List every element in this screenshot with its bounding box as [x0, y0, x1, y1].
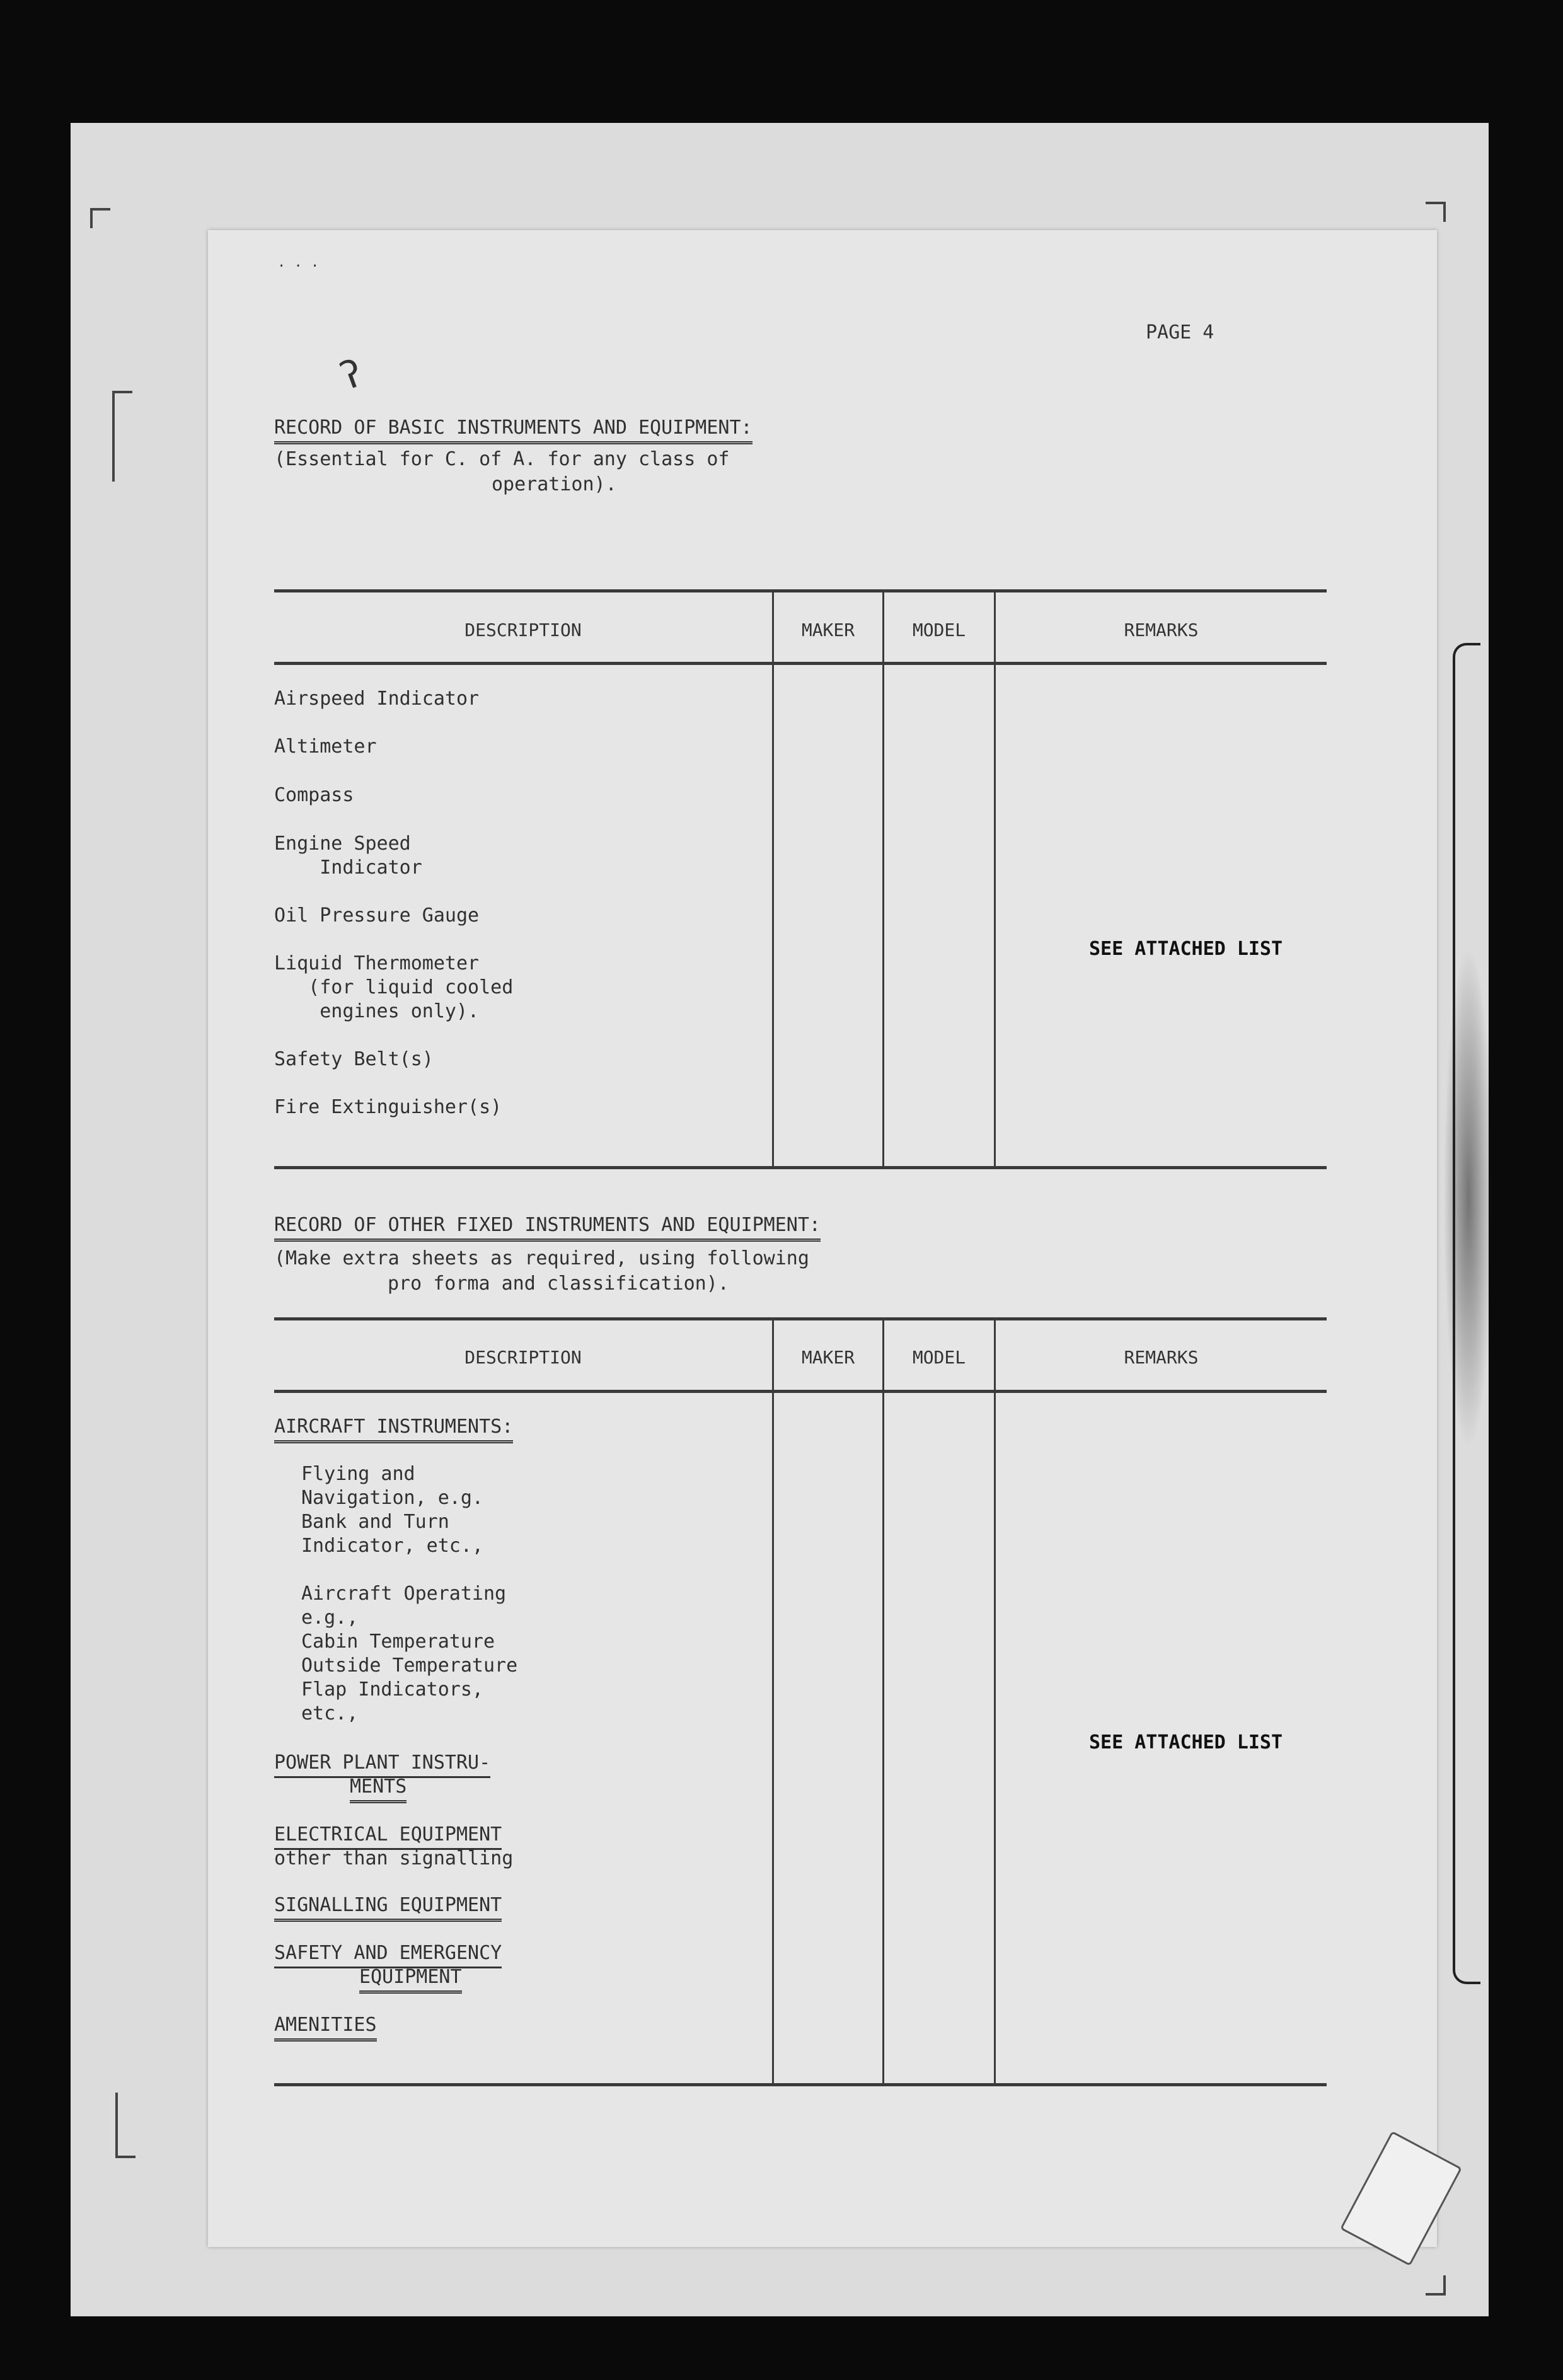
- item-safety-belts: Safety Belt(s): [274, 1048, 434, 1070]
- safety-heading-line1: SAFETY AND EMERGENCY: [274, 1941, 502, 1968]
- item-fire-extinguishers: Fire Extinguisher(s): [274, 1096, 502, 1118]
- item-liquid-thermometer-note1: (for liquid cooled: [274, 976, 514, 998]
- crop-mark-top-right: [1426, 202, 1446, 222]
- table1-header-rule: [274, 662, 1327, 665]
- item-liquid-thermometer: Liquid Thermometer: [274, 952, 480, 974]
- table1-remarks-see-attached: SEE ATTACHED LIST: [1089, 938, 1283, 960]
- operating-line-5: Flap Indicators,: [301, 1678, 483, 1701]
- handwritten-mark: ʔ: [333, 350, 371, 400]
- operating-line-6: etc.,: [301, 1702, 359, 1724]
- item-altimeter: Altimeter: [274, 736, 377, 758]
- table1-header-model: MODEL: [912, 620, 966, 640]
- operating-line-2: e.g.,: [301, 1607, 359, 1629]
- speck-marks: · · ·: [277, 258, 320, 274]
- table2-top-rule: [274, 1317, 1327, 1320]
- item-liquid-thermometer-note2: engines only).: [274, 1000, 480, 1022]
- table2-col-divider-2: [882, 1317, 884, 2083]
- section1-title: RECORD OF BASIC INSTRUMENTS AND EQUIPMENT:: [274, 416, 753, 444]
- power-plant-heading-line1: POWER PLANT INSTRU-: [274, 1751, 490, 1778]
- crop-mark-left: [112, 391, 132, 482]
- signalling-heading: SIGNALLING EQUIPMENT: [274, 1893, 502, 1922]
- section2-subtitle-line2: pro forma and classification).: [388, 1273, 729, 1295]
- table2-header-maker: MAKER: [801, 1347, 855, 1368]
- table2-bottom-rule: [274, 2083, 1327, 2086]
- item-oil-pressure-gauge: Oil Pressure Gauge: [274, 904, 480, 927]
- section2-title: RECORD OF OTHER FIXED INSTRUMENTS AND EQUIPMENT:: [274, 1213, 821, 1242]
- item-compass: Compass: [274, 784, 354, 806]
- crop-mark-bottom-left: [115, 2093, 136, 2158]
- power-plant-heading-line2: MENTS: [350, 1775, 407, 1803]
- table2-header-description: DESCRIPTION: [464, 1347, 582, 1368]
- section1-subtitle-line1: (Essential for C. of A. for any class of: [274, 448, 730, 470]
- electrical-heading-line1: ELECTRICAL EQUIPMENT: [274, 1823, 502, 1850]
- table1-top-rule: [274, 589, 1327, 592]
- table2-header-rule: [274, 1390, 1327, 1393]
- table1-header-maker: MAKER: [801, 620, 855, 640]
- section1-subtitle-line2: operation).: [492, 473, 617, 495]
- operating-line-4: Outside Temperature: [301, 1655, 518, 1677]
- table2-col-divider-3: [994, 1317, 996, 2083]
- binder-clip: [1453, 643, 1480, 1984]
- flying-line-2: Navigation, e.g.: [301, 1487, 483, 1509]
- table2-remarks-see-attached: SEE ATTACHED LIST: [1089, 1731, 1283, 1753]
- operating-line-1: Aircraft Operating: [301, 1583, 507, 1605]
- aircraft-instruments-heading: AIRCRAFT INSTRUMENTS:: [274, 1415, 513, 1443]
- table1-col-divider-3: [994, 589, 996, 1166]
- table1-header-description: DESCRIPTION: [464, 620, 582, 640]
- item-engine-speed-cont: Indicator: [274, 857, 422, 879]
- table1-col-divider-1: [772, 589, 774, 1166]
- operating-line-3: Cabin Temperature: [301, 1631, 495, 1653]
- table2-header-model: MODEL: [912, 1347, 966, 1368]
- amenities-heading: AMENITIES: [274, 2013, 377, 2042]
- safety-heading-line2: EQUIPMENT: [359, 1965, 462, 1994]
- crop-mark-bottom-right: [1426, 2275, 1446, 2296]
- flying-line-1: Flying and: [301, 1463, 415, 1485]
- page-number: PAGE 4: [1146, 321, 1214, 344]
- flying-line-3: Bank and Turn: [301, 1511, 449, 1533]
- section2-subtitle-line1: (Make extra sheets as required, using following: [274, 1247, 809, 1269]
- item-engine-speed: Engine Speed: [274, 833, 411, 855]
- electrical-heading-line2: other than signalling: [274, 1847, 514, 1869]
- table1-col-divider-2: [882, 589, 884, 1166]
- table1-bottom-rule: [274, 1166, 1327, 1169]
- table2-header-remarks: REMARKS: [1124, 1347, 1199, 1368]
- item-airspeed-indicator: Airspeed Indicator: [274, 688, 480, 710]
- table2-col-divider-1: [772, 1317, 774, 2083]
- flying-line-4: Indicator, etc.,: [301, 1535, 483, 1557]
- table1-header-remarks: REMARKS: [1124, 620, 1199, 640]
- crop-mark-top-left: [90, 208, 110, 228]
